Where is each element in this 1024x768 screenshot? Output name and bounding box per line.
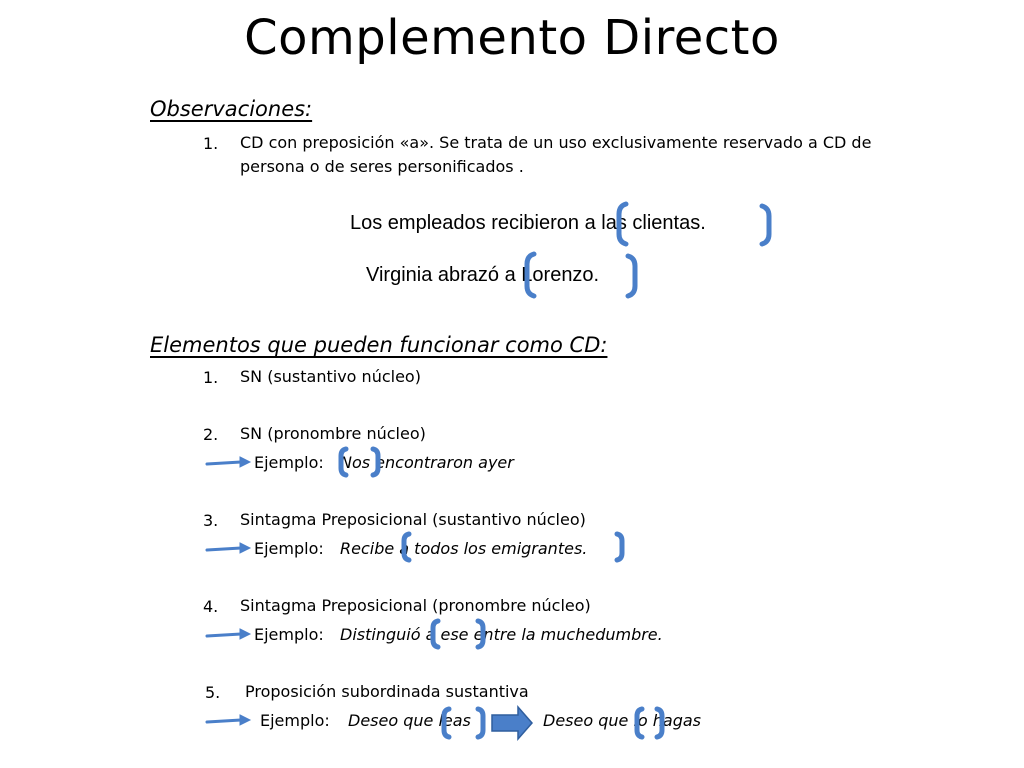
observaciones-heading: Observaciones: bbox=[150, 97, 313, 121]
arrow-icon bbox=[207, 629, 250, 639]
observaciones-item-line2: persona o de seres personificados . bbox=[240, 157, 524, 176]
elementos-item-2-example-label: Ejemplo: bbox=[254, 453, 324, 472]
elementos-item-3-label: Sintagma Preposicional (sustantivo núcleo) bbox=[240, 510, 586, 529]
elementos-item-4-number: 4. bbox=[203, 597, 219, 616]
block-arrow-icon bbox=[492, 707, 532, 739]
elementos-item-5-label: Proposición subordinada sustantiva bbox=[245, 682, 529, 701]
observaciones-item-number: 1. bbox=[203, 134, 219, 153]
elementos-item-1-label: SN (sustantivo núcleo) bbox=[240, 367, 421, 386]
close-bracket-icon bbox=[762, 206, 769, 244]
elementos-item-2-number: 2. bbox=[203, 425, 219, 444]
arrow-icon bbox=[207, 457, 250, 467]
elementos-item-5-example-b: Deseo que lo hagas bbox=[543, 711, 702, 730]
elementos-item-2-example: Nos encontraron ayer bbox=[340, 453, 514, 472]
close-bracket-icon bbox=[478, 709, 483, 737]
elementos-item-3-number: 3. bbox=[203, 511, 219, 530]
elementos-item-4-label: Sintagma Preposicional (pronombre núcleo) bbox=[240, 596, 591, 615]
observaciones-item-line1: CD con preposición «a». Se trata de un uso exclusivamente reservado a CD de bbox=[240, 133, 872, 152]
elementos-item-4-example: Distinguió a ese entre la muchedumbre. bbox=[340, 625, 663, 644]
close-bracket-icon bbox=[628, 256, 635, 296]
elementos-item-4-example-label: Ejemplo: bbox=[254, 625, 324, 644]
elementos-item-5-number: 5. bbox=[205, 683, 221, 702]
elementos-item-2-label: SN (pronombre núcleo) bbox=[240, 424, 426, 443]
elementos-item-3-example: Recibe a todos los emigrantes. bbox=[340, 539, 588, 558]
elementos-item-3-example-label: Ejemplo: bbox=[254, 539, 324, 558]
elementos-item-5-example-label: Ejemplo: bbox=[260, 711, 330, 730]
elementos-item-5-example-a: Deseo que leas bbox=[348, 711, 471, 730]
example-sentence-1: Los empleados recibieron a las clientas. bbox=[350, 212, 706, 234]
page-title: Complemento Directo bbox=[244, 10, 780, 66]
elementos-item-1-number: 1. bbox=[203, 368, 219, 387]
example-sentence-2: Virginia abrazó a Lorenzo. bbox=[366, 264, 600, 286]
elementos-heading: Elementos que pueden funcionar como CD: bbox=[150, 333, 608, 357]
arrow-icon bbox=[207, 543, 250, 553]
close-bracket-icon bbox=[617, 534, 622, 560]
arrow-icon bbox=[207, 715, 250, 725]
